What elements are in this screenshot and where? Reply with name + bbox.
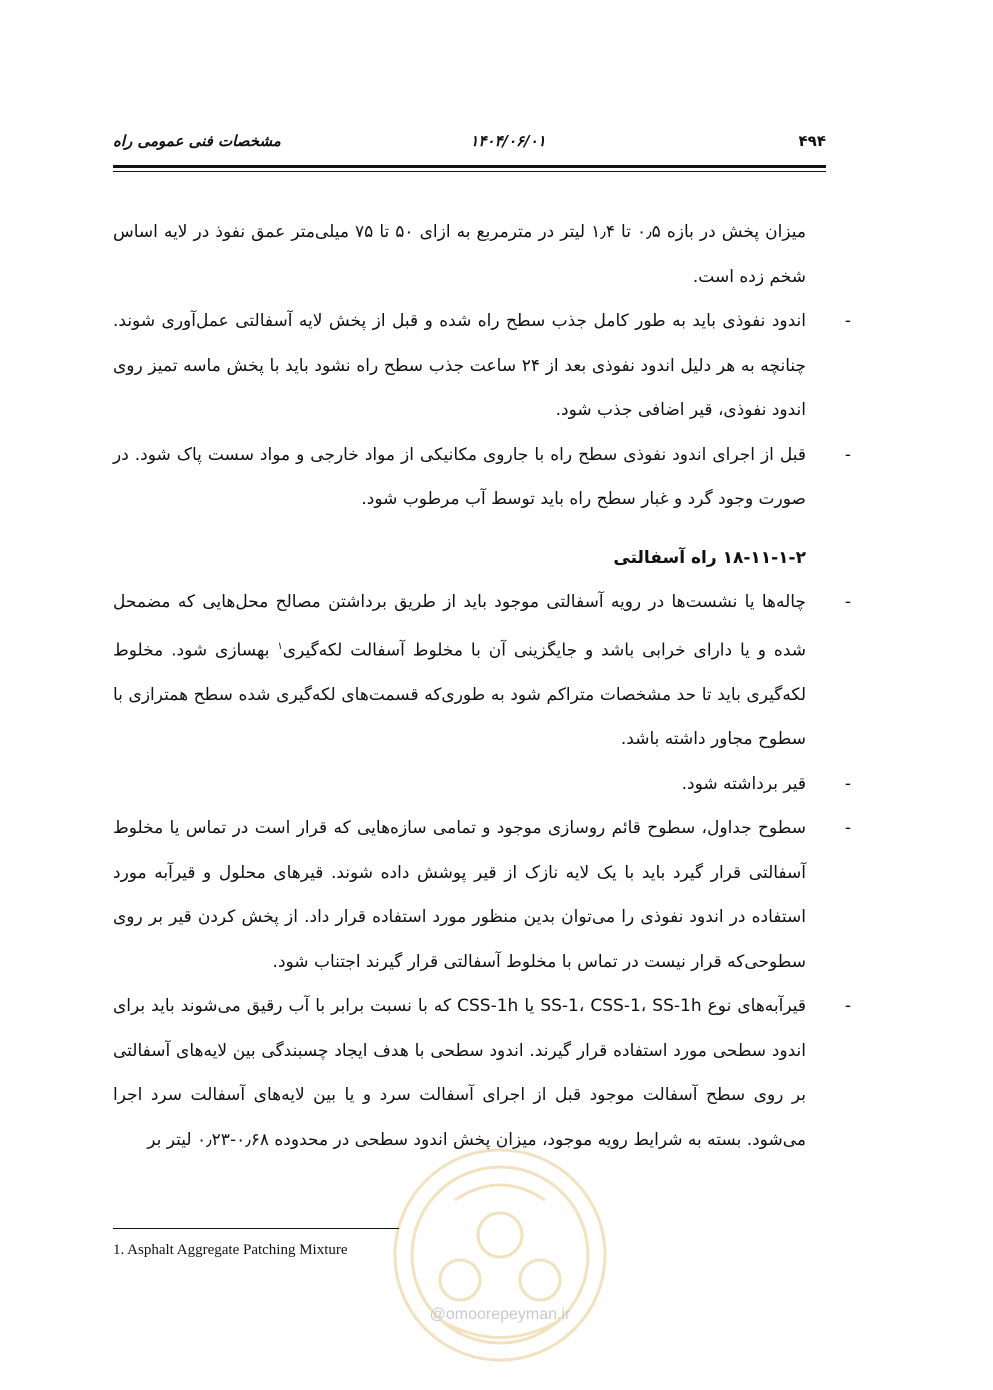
list-item: [113, 433, 852, 522]
footnote: 1. Asphalt Aggregate Patching Mixture: [113, 1242, 348, 1258]
bullet-dash: -: [844, 444, 852, 465]
list-item: [113, 984, 852, 1162]
page-number: ۴۹۴: [798, 132, 826, 150]
section-heading: ۱۸-۱۱-۱-۲ راه آسفالتی: [613, 547, 806, 568]
list-item: [113, 806, 852, 984]
list-item-text-part: چاله‌ها یا نشست‌ها در رویه آسفالتی موجود باید از طریق برداشتن مصالح محل‌هایی که مضمحل شده و یا دارای خرابی باشد و جایگزینی آن با مخلوط آسفالت لکه‌گیری: [113, 592, 806, 661]
header-date: ۱۴۰۴/۰۶/۰۱: [470, 132, 546, 150]
seal-emblem-icon: [380, 1140, 620, 1370]
header-title: مشخصات فنی عمومی راه: [113, 132, 281, 150]
list-item-text: سطوح جداول، سطوح قائم روسازی موجود و تمامی سازه‌هایی که قرار است در تماس یا مخلوط آسفالتی قرار گیرد باید با یک لایه نازک از قیر پوشش داده شوند. قیرهای محلول و قیرآبه مورد استفاده در اندود نفوذی را می‌توان بدین منظور مورد استفاده قرار داد. از پخش کردن قیر بر روی سطوحی‌که قرار نیست در تماس با مخلوط آسفالتی قرار گیرند اجتناب شود.: [113, 818, 806, 972]
list-item-text: قیرآبه‌های نوع SS-1، CSS-1، SS-1h یا CSS-1h که با نسبت برابر با آب رقیق می‌شوند باید برای اندود سطحی مورد استفاده قرار گیرند. اندود سطحی با هدف ایجاد چسبندگی بین لایه‌های آسفالتی بر روی سطح آسفالت موجود قبل از اجرای آسفالت سرد و یا بین لایه‌های آسفالت سرد اجرا می‌شود. بسته به شرایط رویه موجود، میزان پخش اندود سطحی در محدوده ۰٫۶۸-۰٫۲۳ لیتر بر: [113, 996, 806, 1150]
intro-paragraph: میزان پخش در بازه ۰٫۵ تا ۱٫۴ لیتر در مترمربع به ازای ۵۰ تا ۷۵ میلی‌متر عمق نفوذ در لایه اساس شخم زده است.: [113, 222, 806, 287]
footnote-reference[interactable]: ۱: [277, 640, 283, 652]
header-rule-thick: [113, 165, 826, 168]
bullet-dash: -: [844, 311, 852, 331]
bullet-dash: -: [844, 773, 852, 794]
list-item-text: [113, 580, 806, 762]
list-item-text-part: بهسازی شود. مخلوط لکه‌گیری باید تا حد مشخصات متراکم شود به طوری‌که قسمت‌های لکه‌گیری شده سطح همترازی با سطوح مجاور داشته باشد.: [113, 640, 806, 750]
footnote-rule: [113, 1228, 399, 1229]
bullet-dash: -: [844, 818, 852, 839]
list-item-text: قیر برداشته شود.: [681, 773, 806, 794]
watermark-site: @omoorepeyman.ir: [429, 1306, 571, 1323]
bullet-dash: -: [844, 592, 852, 612]
bullet-dash: -: [844, 996, 852, 1017]
list-item: [113, 580, 852, 762]
page-header: [113, 128, 826, 158]
list-item: [113, 762, 852, 807]
list-item-text: اندود نفوذی باید به طور کامل جذب سطح راه شده و قبل از پخش لایه آسفالتی عمل‌آوری شوند. چنانچه به هر دلیل اندود نفوذی بعد از ۲۴ ساعت جذب سطح راه نشود باید با پخش ماسه تمیز روی اندود نفوذی، قیر اضافی جذب شود.: [113, 311, 807, 420]
header-rule-thin: [113, 171, 826, 172]
list-item-text: قبل از اجرای اندود نفوذی سطح راه با جاروی مکانیکی از مواد خارجی و مواد سست پاک شود. در صورت وجود گرد و غبار سطح راه باید توسط آب مرطوب شود.: [113, 444, 806, 509]
body-text: [113, 210, 852, 1162]
list-item: [113, 299, 852, 433]
